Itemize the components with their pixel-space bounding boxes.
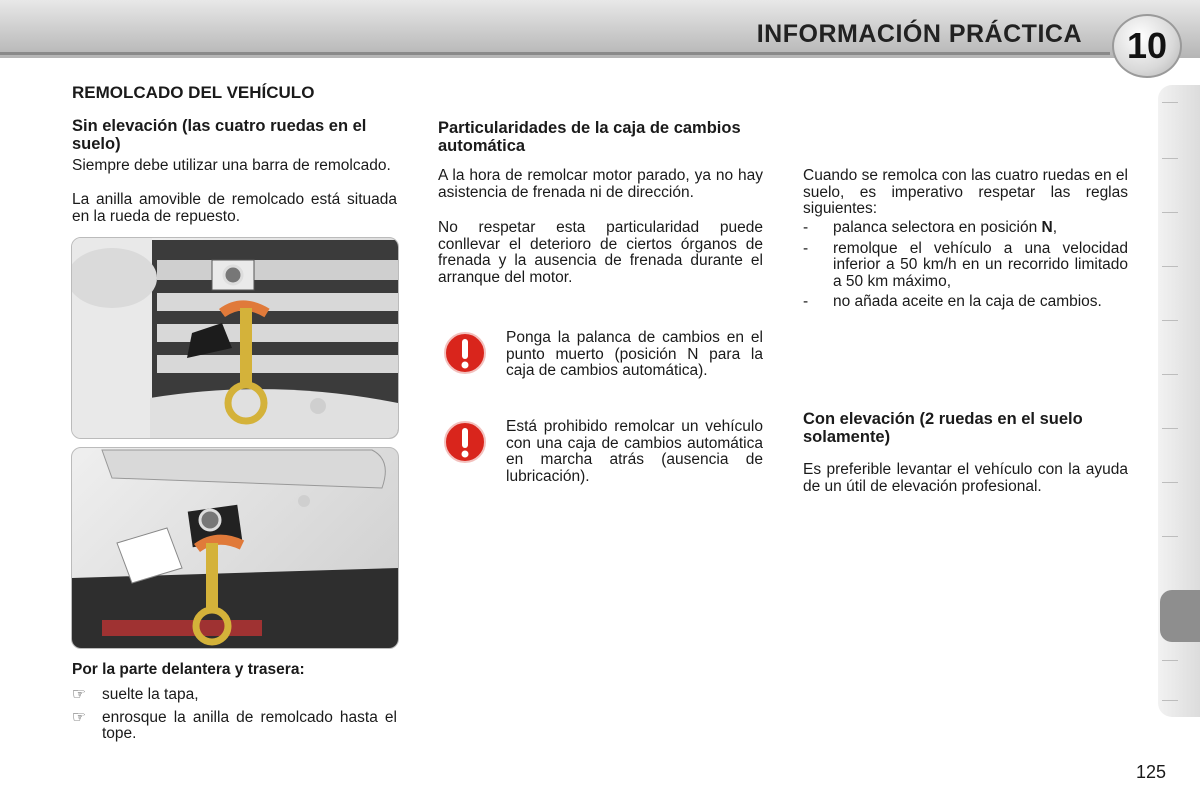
tab-mark <box>1162 158 1178 159</box>
col3-para2: Es preferible levantar el vehículo con la ayuda de un útil de elevación profesional. <box>803 461 1128 495</box>
rule-bold: N <box>1041 219 1053 236</box>
tab-mark <box>1162 374 1178 375</box>
rule-text: palanca selectora en posición <box>833 219 1042 236</box>
list-item: - no añada aceite en la caja de cambios. <box>803 293 1102 310</box>
tab-mark <box>1162 660 1178 661</box>
col1-para2: La anilla amovible de remolcado está situada en la rueda de repuesto. <box>72 191 397 225</box>
warning-text-2: Está prohibido remolcar un vehículo con una caja de cambios automática en marcha atrás (ausencia de lubricación). <box>506 418 763 485</box>
rule-after: , <box>1052 219 1058 236</box>
tab-mark <box>1162 428 1178 429</box>
col2-para1: A la hora de remolcar motor parado, ya no hay asistencia de frenada ni de dirección. <box>438 167 763 201</box>
tab-mark <box>1162 212 1178 213</box>
tab-mark <box>1162 700 1178 701</box>
pointing-hand-icon: ☞ <box>72 708 86 726</box>
col1-para1: Siempre debe utilizar una barra de remolcado. <box>72 157 391 174</box>
col2-heading: Particularidades de la caja de cambios automática <box>438 119 741 155</box>
col3-heading: Con elevación (2 ruedas en el suelo solamente) <box>803 410 1083 446</box>
list-item <box>72 710 397 743</box>
step-text: suelte la tapa, <box>102 686 199 703</box>
tab-mark <box>1162 536 1178 537</box>
list-item: - remolque el vehículo a una velocidad inferior a 50 km/h en un recorrido limitado a 50 km máximo, <box>803 239 1128 290</box>
chapter-number: 10 <box>1126 25 1168 66</box>
front-towing-illustration <box>71 237 399 439</box>
step-text: enrosque la anilla de remolcado hasta el tope. <box>102 708 397 742</box>
col1-heading: Sin elevación (las cuatro ruedas en el suelo) <box>72 117 367 153</box>
rule-text: no añada aceite en la caja de cambios. <box>833 293 1102 310</box>
section-title: REMOLCADO DEL VEHÍCULO <box>72 83 315 102</box>
warning-icon <box>443 420 487 464</box>
list-item <box>72 687 397 704</box>
warning-text-1: Ponga la palanca de cambios en el punto muerto (posición N para la caja de cambios automática). <box>506 329 763 379</box>
page-number: 125 <box>1136 762 1167 782</box>
header-divider <box>0 52 1110 55</box>
chapter-title: INFORMACIÓN PRÁCTICA <box>756 20 1082 48</box>
tab-mark <box>1162 266 1178 267</box>
warning-icon <box>443 331 487 375</box>
steps-heading: Por la parte delantera y trasera: <box>72 661 305 678</box>
steps-list <box>72 687 397 743</box>
active-chapter-tab <box>1160 590 1200 642</box>
col2-para2: No respetar esta particularidad puede conllevar el deterioro de ciertos órganos de frenada y la ausencia de frenada durante el arranque del motor. <box>438 219 763 286</box>
tab-mark <box>1162 320 1178 321</box>
tab-mark <box>1162 482 1178 483</box>
rule-text: remolque el vehículo a una velocidad inferior a 50 km/h en un recorrido limitado a 50 km máximo, <box>833 239 1128 290</box>
rear-towing-illustration <box>71 447 399 649</box>
tab-mark <box>1162 102 1178 103</box>
col3-intro: Cuando se remolca con las cuatro ruedas en el suelo, es imperativo respetar las reglas siguientes: <box>803 167 1128 217</box>
rules-list <box>803 220 1128 311</box>
chapter-number-badge <box>1112 14 1182 78</box>
list-item: - palanca selectora en posición N, <box>803 219 1058 236</box>
pointing-hand-icon: ☞ <box>72 686 86 703</box>
